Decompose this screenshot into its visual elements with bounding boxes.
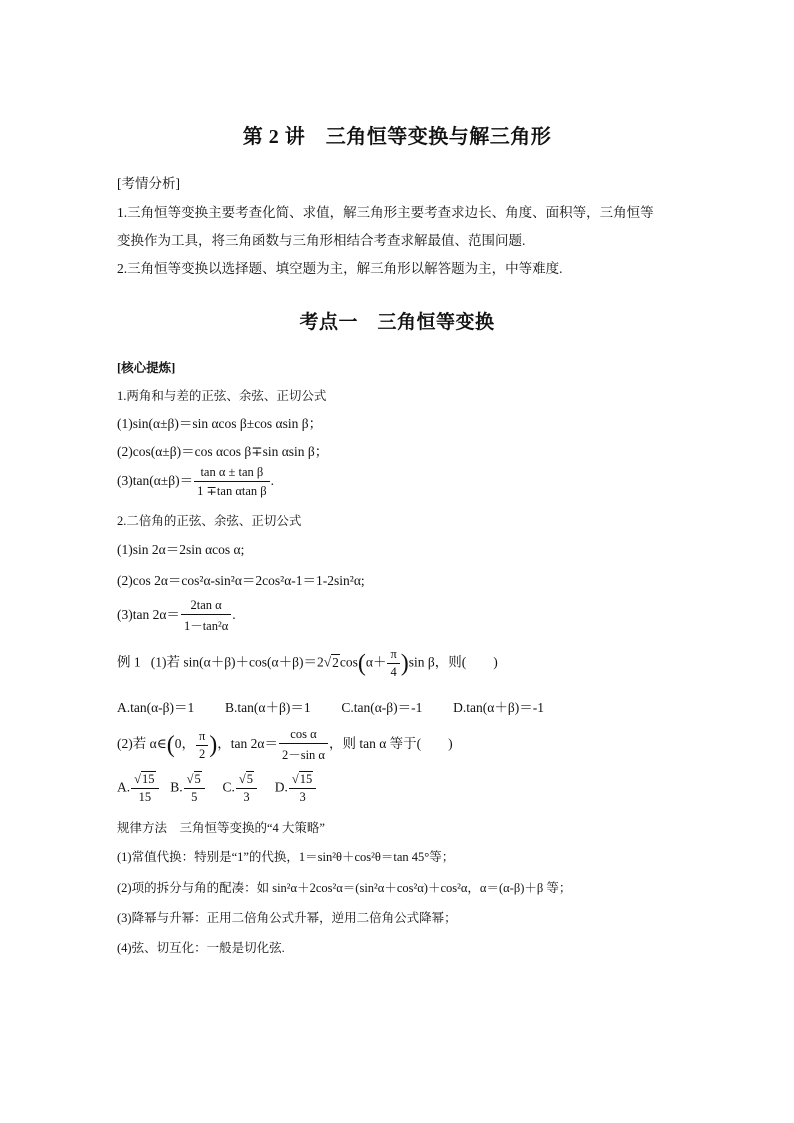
pi-over-4-fraction — [387, 647, 399, 680]
q1-text-a: (1)若 sin(α＋β)＋cos(α＋β)＝2 — [150, 654, 324, 670]
q2-denominator: 2－sin α — [281, 748, 325, 762]
formula-double-sin: (1)sin 2α＝2sin αcos α; — [117, 542, 245, 557]
q1-text-c: α＋ — [365, 654, 387, 670]
choice-a-fraction — [131, 772, 158, 805]
option-d: D.tan(α＋β)＝-1 — [453, 700, 544, 715]
example1-question2-options — [117, 772, 317, 805]
pi-numerator: π — [196, 729, 208, 746]
choice-b-numerator: √5 — [184, 772, 205, 789]
two-denominator: 2 — [198, 746, 206, 761]
choice-d-numerator: √15 — [289, 772, 316, 789]
choice-b-label: B. — [170, 779, 183, 795]
pi-over-2-fraction — [196, 729, 208, 762]
example1-question1 — [117, 647, 498, 680]
q2-fraction — [279, 727, 328, 763]
formula-sum-cos: (2)cos(α±β)＝cos αcos β∓sin αsin β； — [117, 444, 329, 459]
q1-sqrt-radicand: 2 — [332, 654, 339, 670]
analysis-paragraph-1a: 1.三角恒等变换主要考查化简、求值，解三角形主要考查求边长、角度、面积等，三角恒等 — [117, 205, 654, 220]
choice-a-label: A. — [117, 779, 131, 795]
core-subheading-1: 1.两角和与差的正弦、余弦、正切公式 — [117, 389, 327, 403]
tan-sum-denominator: 1 ∓tan αtan β — [197, 484, 267, 498]
q2-text-b: ，tan 2α＝ — [217, 736, 278, 752]
choice-c-denominator: 3 — [243, 790, 250, 804]
choice-a-radicand: 15 — [142, 772, 155, 786]
q2-text-c: ，则 tan α 等于( ) — [328, 736, 453, 752]
q2-zero: 0， — [174, 736, 195, 752]
tan-sum-numerator: tan α ± tan β — [194, 465, 270, 482]
core-subheading-2: 2.二倍角的正弦、余弦、正切公式 — [117, 514, 302, 528]
formula-sum-sin: (1)sin(α±β)＝sin αcos β±cos αsin β； — [117, 416, 323, 431]
q2-text-a: (2)若 α∈ — [117, 736, 167, 752]
method-heading: 规律方法 三角恒等变换的“4 大策略” — [117, 821, 325, 835]
core-heading: [核心提炼] — [117, 361, 176, 375]
formula-sum-tan-lhs: (3)tan(α±β)＝ — [117, 473, 194, 489]
section-title: 考点一 三角恒等变换 — [299, 312, 495, 333]
choice-c-fraction — [236, 772, 257, 805]
choice-a-denominator: 15 — [138, 790, 152, 804]
option-a: A.tan(α-β)＝1 — [117, 700, 195, 715]
choice-b-fraction — [184, 772, 205, 805]
choice-d-fraction — [289, 772, 316, 805]
choice-d-radicand: 15 — [299, 772, 313, 786]
example1-question2 — [117, 727, 453, 763]
method-item-2: (2)项的拆分与角的配凑：如 sin²α＋2cos²α＝(sin²α＋cos²α)＋cos²α，α＝(α-β)＋β 等； — [117, 881, 572, 895]
method-item-1: (1)常值代换：特别是“1”的代换，1＝sin²θ＋cos²θ＝tan 45°等； — [117, 850, 455, 864]
left-paren: ( — [357, 650, 366, 677]
option-b: B.tan(α＋β)＝1 — [225, 700, 311, 715]
right-paren: ) — [400, 650, 409, 677]
formula-double-cos: (2)cos 2α＝cos²α-sin²α＝2cos²α-1＝1-2sin²α; — [117, 573, 365, 588]
lecture-title: 第 2 讲 三角恒等变换与解三角形 — [242, 126, 552, 148]
q1-text-d: sin β，则( ) — [408, 654, 498, 670]
choice-c-label: C. — [222, 779, 235, 795]
tan-sum-fraction — [194, 465, 270, 499]
option-c: C.tan(α-β)＝-1 — [341, 700, 423, 715]
formula-double-tan-lhs: (3)tan 2α＝ — [117, 607, 180, 623]
q2-numerator: cos α — [279, 727, 328, 744]
period: . — [270, 473, 275, 489]
example-label: 例 1 — [117, 654, 141, 670]
formula-double-tan — [117, 598, 236, 634]
choice-d-label: D. — [274, 779, 288, 795]
formula-sum-tan — [117, 465, 274, 499]
choice-b-denominator: 5 — [191, 790, 198, 804]
four-denominator: 4 — [390, 665, 397, 679]
analysis-paragraph-1b: 变换作为工具，将三角函数与三角形相结合考查求解最值、范围问题. — [117, 233, 526, 248]
analysis-paragraph-2: 2.三角恒等变换以选择题、填空题为主，解三角形以解答题为主，中等难度. — [117, 261, 563, 276]
choice-d-denominator: 3 — [299, 790, 306, 804]
pi-numerator: π — [387, 647, 399, 664]
choice-c-radicand: 5 — [246, 772, 254, 786]
tan-double-numerator: 2tan α — [181, 598, 231, 615]
choice-a-numerator: √15 — [131, 772, 158, 789]
period: . — [232, 607, 236, 623]
method-item-4: (4)弦、切互化：一般是切化弦. — [117, 941, 285, 955]
left-paren: ( — [166, 732, 175, 758]
analysis-heading: [考情分析] — [117, 176, 180, 191]
choice-c-numerator: √5 — [236, 772, 257, 789]
tan-double-denominator: 1－tan²α — [183, 619, 229, 633]
sqrt-symbol: √ — [323, 654, 332, 670]
tan-double-fraction — [181, 598, 231, 634]
example1-options — [117, 696, 544, 716]
method-item-3: (3)降幂与升幂：正用二倍角公式升幂，逆用二倍角公式降幂； — [117, 911, 457, 925]
q1-text-b: cos — [339, 654, 358, 670]
choice-b-radicand: 5 — [194, 772, 201, 786]
right-paren: ) — [209, 732, 218, 758]
